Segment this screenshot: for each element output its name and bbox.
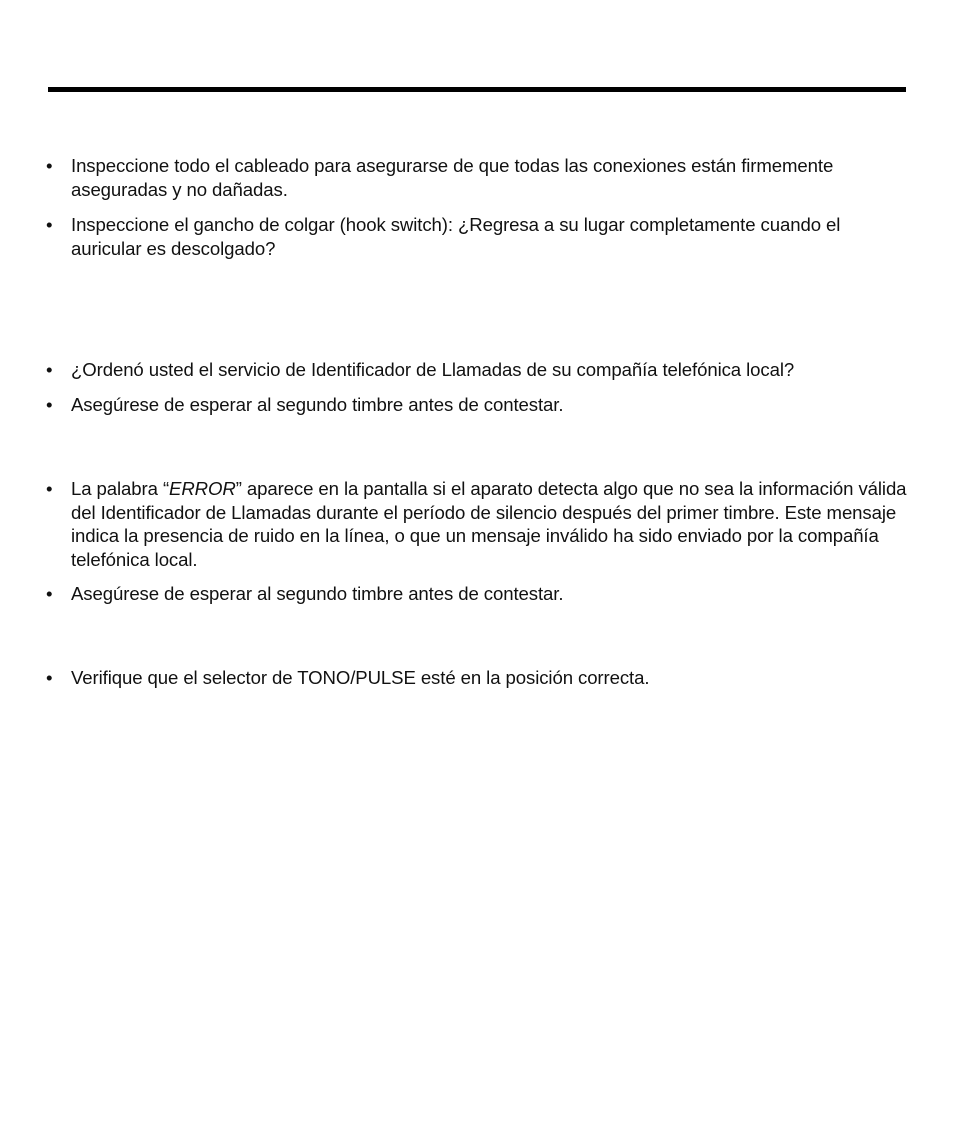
bullet-icon: • [46,394,53,415]
error-intro-text: La palabra “ [71,478,170,499]
bullet-icon: • [46,667,53,688]
list-item-text: Asegúrese de esperar al segundo timbre antes de contestar. [71,394,564,415]
list-item [46,393,908,417]
bullet-icon: • [46,155,53,176]
bullet-icon: • [46,478,53,499]
header-rule [48,87,906,92]
bullet-icon: • [46,359,53,380]
list-item [46,213,908,260]
list-item-text: Inspeccione todo el cableado para asegurarse de que todas las conexiones están firmemente aseguradas y no dañadas. [71,155,834,200]
error-keyword: ERROR [169,478,236,499]
bullet-icon: • [46,583,53,604]
list-item-text: Verifique que el selector de TONO/PULSE esté en la posición correcta. [71,667,650,688]
bullet-icon: • [46,214,53,235]
list-item-text: Inspeccione el gancho de colgar (hook switch): ¿Regresa a su lugar completamente cuando el auricular es descolgado? [71,214,841,259]
list-item [46,358,908,382]
list-item-text: Asegúrese de esperar al segundo timbre antes de contestar. [71,583,564,604]
list-item-text: ¿Ordenó usted el servicio de Identificador de Llamadas de su compañía telefónica local? [71,359,795,380]
list-item [46,154,908,201]
list-item [46,582,908,606]
error-description-text: ” aparece en la pantalla si el aparato detecta algo que no sea la información válida del Identificador de Llamadas durante el período de silencio después del primer timbre. Este mensaje indica la presencia de ruido en la línea, o que un mensaje inválido ha sido enviado por la compañía telefónica local. [71,478,907,570]
list-item [46,477,908,571]
list-item [46,666,908,690]
list-item-text [71,477,908,571]
